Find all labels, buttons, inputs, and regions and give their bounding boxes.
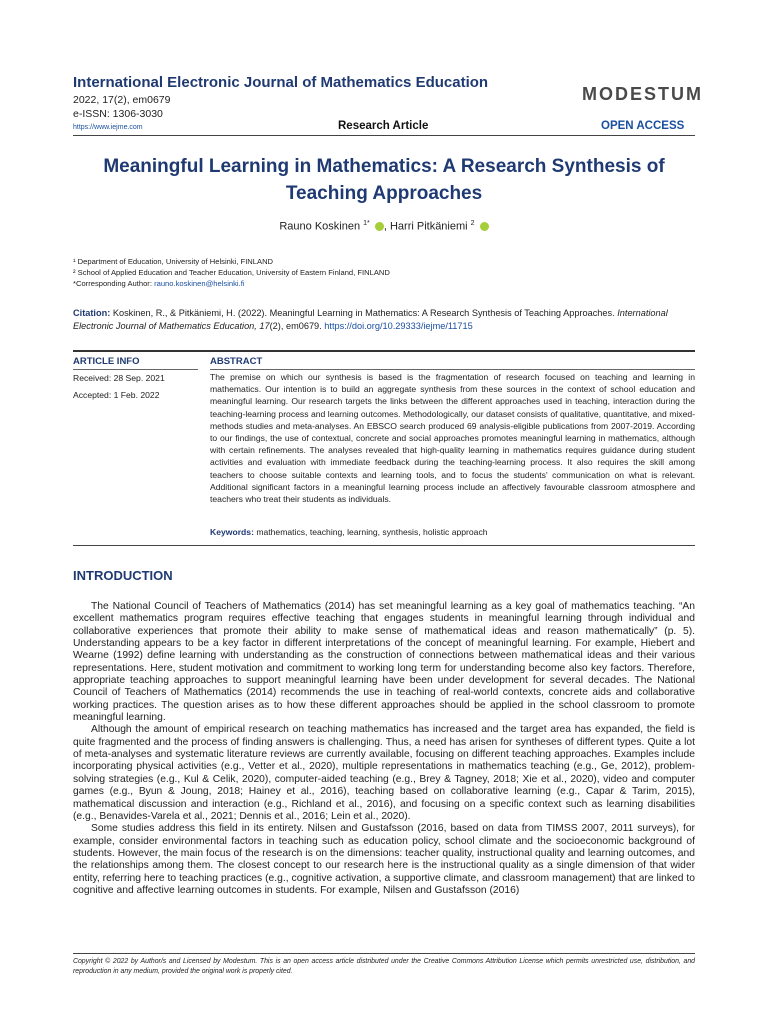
publisher-logo: MODESTUM (582, 84, 703, 104)
abstract-text: The premise on which our synthesis is based is the fragmentation of research focused on teaching and learning in mathematics. Our intention is to build an aggregate synthesis from these sources in the context of school education and meaningful learning. Our research targets the links between the different approaches used in teaching, interaction during the teaching-learning process and learning outcomes. Methodologically, our dataset consists of qualitative, quantitative, and mixed-methods studies and meta-analyses. An EBSCO search produced 69 analysis-eligible publications from 2007-2019. According to our findings, the use of contextual, concrete and social approaches promotes meaningful learning in mathematics, although with certain refinements. The analyses revealed that high-quality learning in mathematics requires guidance during student activities and evaluation with immediate feedback during the teaching-learning process. It also requires the skill among teachers to choose suitable contexts and learning tools, and to focus the students' communication on what is relevant. Additional significant factors in a meaningful learning process include an affectively favourable classroom atmosphere and teachers who treat their students as individuals. (210, 372, 695, 505)
received-date: Received: 28 Sep. 2021 (73, 373, 165, 383)
affiliation-1: ¹ Department of Education, University of Helsinki, FINLAND (73, 257, 274, 266)
abstract-header: ABSTRACT (210, 356, 263, 367)
journal-url[interactable]: https://www.iejme.com (73, 124, 143, 131)
article-info-divider (73, 350, 695, 352)
copyright-notice: Copyright © 2022 by Author/s and Licensed by Modestum. This is an open access article distributed under the Creative Commons Attribution License which permits unrestricted use, distribution, and reproduction in any medium, provided the original work is properly cited. (73, 958, 695, 975)
header-divider (73, 135, 695, 136)
article-info-header: ARTICLE INFO (73, 356, 140, 367)
article-type: Research Article (338, 120, 429, 132)
keywords-divider (73, 545, 695, 546)
author-superscript: 1* (363, 220, 370, 227)
keywords (210, 527, 488, 537)
doi-link[interactable]: https://doi.org/10.29333/iejme/11715 (324, 321, 473, 331)
introduction-body (73, 601, 695, 897)
keywords-list: mathematics, teaching, learning, synthesis, holistic approach (256, 527, 488, 537)
affiliation-2: ² School of Applied Education and Teacher Education, University of Eastern Finland, FINLAND (73, 268, 390, 277)
open-access-label: OPEN ACCESS (601, 120, 685, 132)
issn: e-ISSN: 1306-3030 (73, 108, 163, 120)
journal-name: International Electronic Journal of Mathematics Education (73, 74, 489, 91)
abstract-rule (210, 369, 695, 370)
corresponding-author (73, 279, 245, 288)
citation-journal: International Electronic Journal of Mathematics Education, 17 (73, 308, 668, 331)
introduction-heading: INTRODUCTION (73, 568, 173, 583)
article-info-rule (73, 369, 198, 370)
citation-text: Koskinen, R., & Pitkäniemi, H. (2022). Meaningful Learning in Mathematics: A Research Synthesis of Teaching Approaches. (112, 308, 615, 318)
paragraph: Some studies address this field in its entirety. Nilsen and Gustafsson (2016, based on data from TIMSS 2007, 2011 surveys), for example, consider environmental factors in teaching such as education policy, school climate and the socioeconomic background of students. However, the main focus of the research is on the dimensions: teacher quality, instructional quality and learning outcomes, and the relationships among them. The closest concept to our research here is the instructional quality as a single dimension of that wider entity, referring here to teaching practices (e.g., cognitive activation, a supportive climate, and classroom management) that are linked to cognitive and affective learning outcomes in students. For example, Nilsen and Gustafsson (2016) (73, 823, 695, 896)
orcid-icon[interactable] (375, 222, 384, 231)
paragraph: The National Council of Teachers of Mathematics (2014) has set meaningful learning as a key goal of mathematics teaching. “An excellent mathematics program requires effective teaching that engages students in meaningful learning through individual and collaborative experiences that promote their ability to make sense of mathematical ideas and reason mathematically” (p. 5). Understanding appears to be a key factor in different interpretations of the concept of meaningful learning. For example, Hiebert and Wearne (1992) define learning with understanding as the construction of connections between mathematical ideas and their various representations. Here, student motivation and commitment to working long term for understanding become also key factors. Therefore, appropriate teaching approaches to support meaningful learning have been under development for several decades. The National Council of Teachers of Mathematics (2014) recommends the use in teaching of real-world contexts, concrete aids and collaborative working practices. The question arises as to how these different approaches should be applied in the school classroom to promote meaningful learning. (73, 601, 695, 724)
author-separator: , (383, 220, 390, 233)
author-name: Rauno Koskinen (279, 220, 361, 233)
author-name: Harri Pitkäniemi (389, 220, 468, 233)
article-title: Meaningful Learning in Mathematics: A Research Synthesis of Teaching Approaches (103, 156, 665, 204)
author-superscript: 2 (470, 220, 475, 227)
citation-block (73, 307, 695, 333)
accepted-date: Accepted: 1 Feb. 2022 (73, 390, 160, 400)
volume-info: 2022, 17(2), em0679 (73, 94, 171, 106)
orcid-icon[interactable] (480, 222, 489, 231)
footer-divider (73, 953, 695, 954)
author-list (73, 220, 695, 233)
citation-issue: (2), em0679. (269, 321, 322, 331)
keywords-label: Keywords: (210, 527, 254, 537)
citation-label: Citation: (73, 308, 111, 318)
corresponding-label: *Corresponding Author: (73, 279, 152, 288)
paragraph: Although the amount of empirical research on teaching mathematics has increased and the target area has expanded, the field is quite fragmented and the process of finding answers is challenging. Thus, a need has arisen for syntheses of different types. Quite a lot of meta-analyses and systematic literature reviews are currently available, focusing on different teaching approaches. Examples include incorporating physical activities (e.g., Vetter et al., 2020), multiple representations in mathematics teaching (e.g., Ge, 2012), problem-solving strategies (e.g., Kul & Celik, 2020), computer-aided teaching (e.g., Brey & Tagney, 2018; Xie et al., 2020), video and computer games (e.g., Byun & Joung, 2018; Hainey et al., 2016), teaching based on collaborative learning (e.g., Capar & Tarim, 2015), mathematical discussion and interaction (e.g., Richland et al., 2016), and focusing on a specific context such as learning disabilities (e.g., Benavides-Varela et al., 2021; Dennis et al., 2016; Lein et al., 2020). (73, 724, 695, 822)
corresponding-email-link[interactable]: rauno.koskinen@helsinki.fi (154, 279, 245, 288)
